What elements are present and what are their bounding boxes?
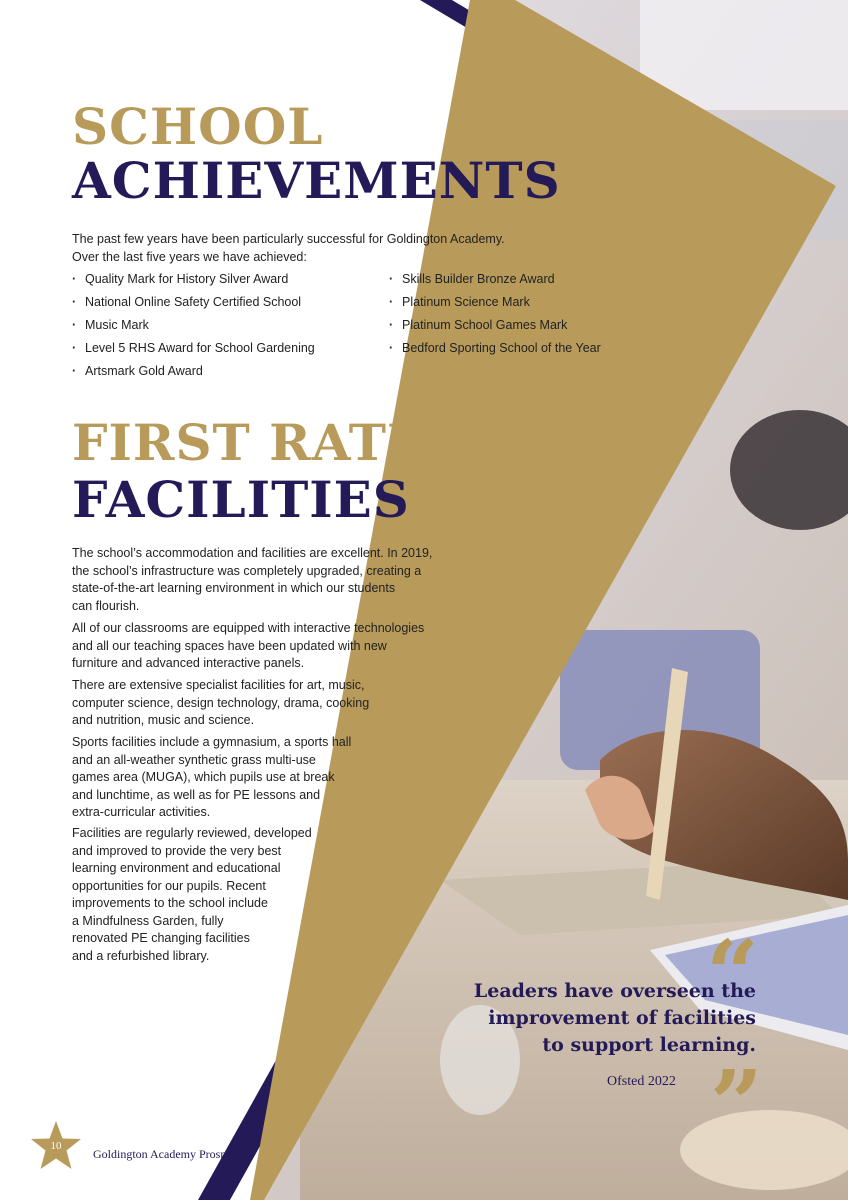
paragraph-line: Facilities are regularly reviewed, developed (72, 826, 312, 840)
quote-line: to support learning. (542, 1034, 756, 1056)
paragraph-line: computer science, design technology, drama, cooking (72, 695, 370, 710)
paragraph-line: and lunchtime, as well as for PE lessons and (72, 787, 321, 802)
close-quote-mark: ” (710, 1050, 763, 1158)
quote-line: Leaders have overseen the (473, 980, 756, 1002)
achievements-list-right (389, 271, 601, 363)
paragraph-line: the school’s infrastructure was completely upgraded, creating a (72, 563, 422, 578)
paragraph-line: and a refurbished library. (72, 948, 210, 963)
paragraph-line: Sports facilities include a gymnasium, a sports hall (72, 735, 352, 749)
paragraph-line: furniture and advanced interactive panels. (72, 656, 305, 670)
achievements-title-line2: ACHIEVEMENTS (72, 151, 561, 210)
paragraph-line: improvements to the school include (72, 896, 268, 910)
paragraph-line: a Mindfulness Garden, fully (72, 913, 224, 928)
paragraph-line: and an all-weather synthetic grass multi-use (72, 752, 316, 767)
facilities-title-line1: FIRST RATE (72, 413, 427, 472)
paragraph-line: can flourish. (72, 598, 140, 613)
intro-line: The past few years have been particularly successful for Goldington Academy. (72, 232, 505, 246)
paragraph-line: and improved to provide the very best (72, 843, 282, 858)
paragraph-line: games area (MUGA), which pupils use at break (72, 770, 335, 784)
facilities-paragraph-4 (72, 734, 351, 822)
quote-line: improvement of facilities (488, 1007, 756, 1029)
achievement-item: · Platinum Science Mark (389, 294, 601, 317)
achievement-item: · Level 5 RHS Award for School Gardening (72, 340, 315, 363)
achievement-item: · Platinum School Games Mark (389, 317, 601, 340)
paragraph-line: and nutrition, music and science. (72, 713, 255, 727)
achievement-item: · Music Mark (72, 317, 315, 340)
achievement-item: · National Online Safety Certified School (72, 294, 315, 317)
facilities-paragraph-3 (72, 677, 369, 730)
intro-line: Over the last five years we have achieved: (72, 249, 307, 264)
achievement-item: · Artsmark Gold Award (72, 363, 315, 386)
paragraph-line: and all our teaching spaces have been updated with new (72, 638, 387, 653)
facilities-paragraph-2 (72, 620, 424, 673)
quote-source: Ofsted 2022 (607, 1074, 676, 1089)
page-number: 10 (50, 1140, 62, 1152)
paragraph-line: learning environment and educational (72, 861, 281, 875)
paragraph-line: All of our classrooms are equipped with interactive technologies (72, 621, 425, 635)
paragraph-line: There are extensive specialist facilities for art, music, (72, 678, 365, 692)
ofsted-quote (426, 978, 756, 1059)
facilities-title-line2: FACILITIES (72, 470, 410, 529)
paragraph-line: opportunities for our pupils. Recent (72, 878, 266, 893)
facilities-paragraph-5 (72, 825, 312, 965)
paragraph-line: state-of-the-art learning environment in which our students (72, 581, 396, 595)
achievements-intro (72, 231, 505, 266)
achievements-title-line1: SCHOOL (72, 97, 324, 156)
paragraph-line: extra-curricular activities. (72, 805, 211, 819)
paragraph-line: The school’s accommodation and facilities are excellent. In 2019, (72, 546, 433, 560)
paragraph-line: renovated PE changing facilities (72, 931, 250, 945)
achievement-item: · Quality Mark for History Silver Award (72, 271, 315, 294)
achievement-item: · Skills Builder Bronze Award (389, 271, 601, 294)
publication-name: Goldington Academy Prospectus (93, 1147, 251, 1161)
achievement-item: · Bedford Sporting School of the Year (389, 340, 601, 363)
facilities-paragraph-1 (72, 545, 432, 615)
open-quote-mark: “ (706, 920, 759, 1028)
achievements-list-left (72, 271, 315, 386)
